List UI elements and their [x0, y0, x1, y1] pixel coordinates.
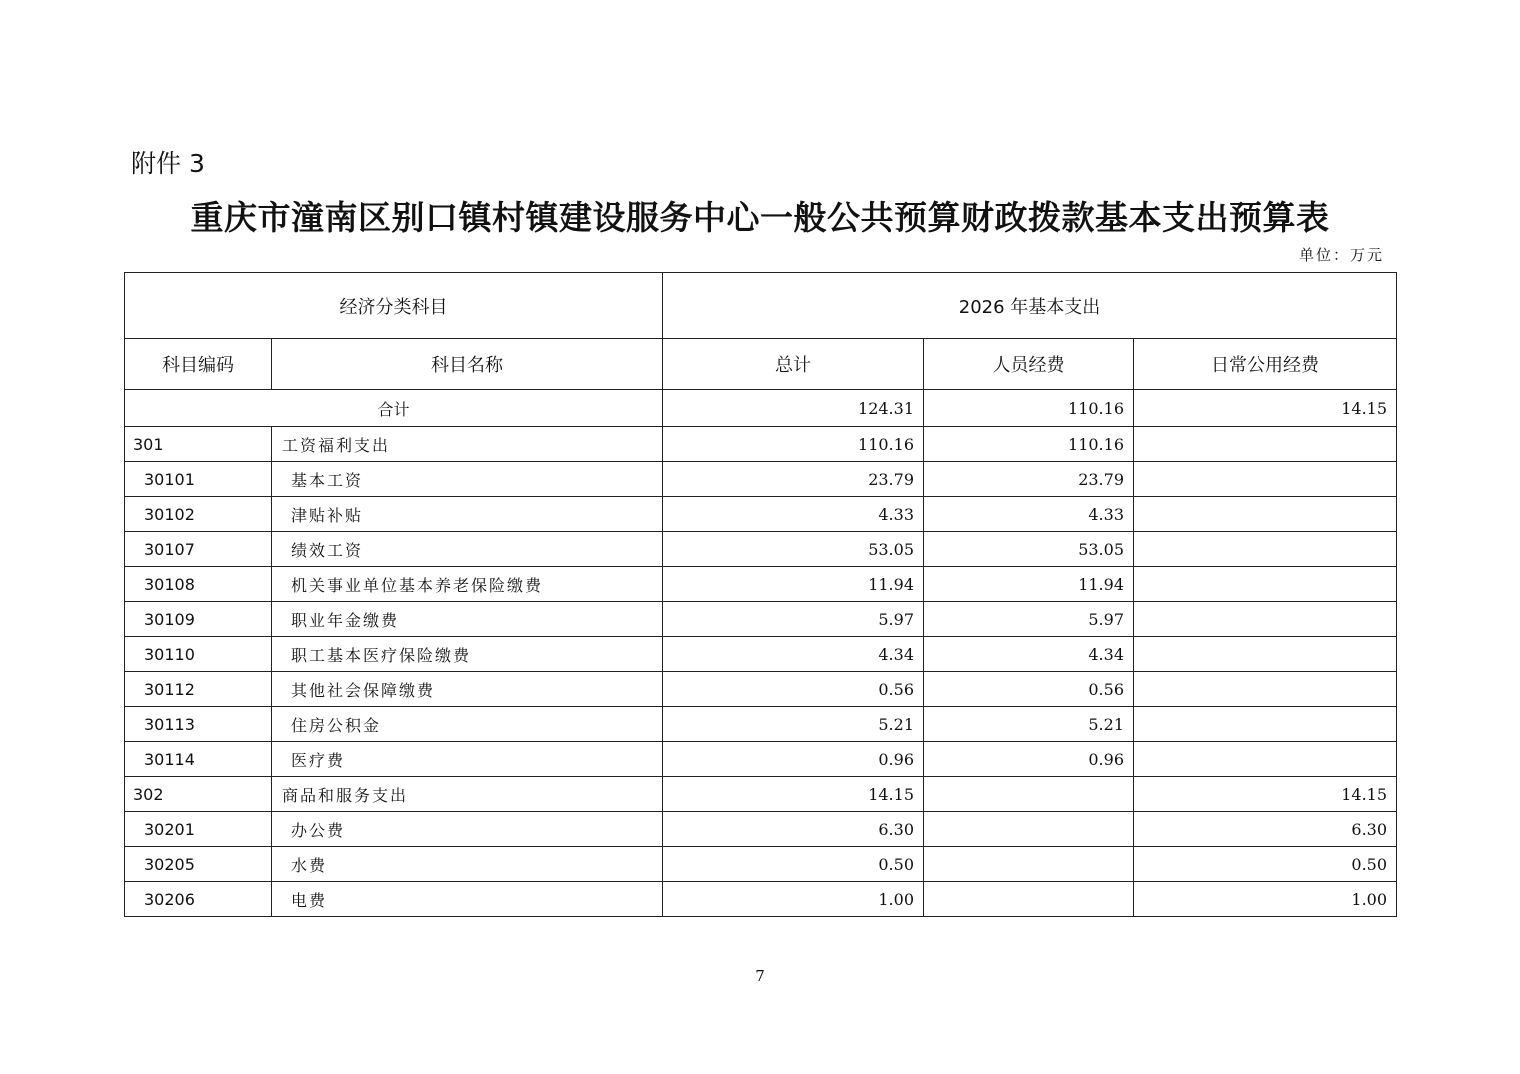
attachment-label: 附件 3 — [131, 149, 205, 178]
total-value: 124.31 — [663, 390, 924, 427]
total-cell: 14.15 — [663, 777, 924, 812]
subject-code-cell: 30205 — [125, 847, 272, 882]
total-cell: 110.16 — [663, 427, 924, 462]
personnel-cost-cell — [924, 777, 1134, 812]
header-subject-name: 科目名称 — [272, 339, 663, 390]
total-cell: 0.96 — [663, 742, 924, 777]
total-label: 合计 — [125, 390, 663, 427]
subject-name-cell: 职业年金缴费 — [272, 602, 663, 637]
header-public-cost: 日常公用经费 — [1134, 339, 1397, 390]
header-personnel-cost: 人员经费 — [924, 339, 1134, 390]
page-title: 重庆市潼南区别口镇村镇建设服务中心一般公共预算财政拨款基本支出预算表 — [190, 198, 1330, 237]
table-header-row — [125, 339, 1397, 390]
table-row — [125, 707, 1397, 742]
personnel-cost-cell: 23.79 — [924, 462, 1134, 497]
public-cost-cell: 0.50 — [1134, 847, 1397, 882]
public-cost-cell — [1134, 462, 1397, 497]
table-row — [125, 777, 1397, 812]
table-row — [125, 847, 1397, 882]
total-cell: 4.34 — [663, 637, 924, 672]
subject-name-cell: 津贴补贴 — [272, 497, 663, 532]
public-cost-cell — [1134, 637, 1397, 672]
public-cost-cell: 14.15 — [1134, 777, 1397, 812]
total-cell: 0.50 — [663, 847, 924, 882]
personnel-cost-cell: 0.96 — [924, 742, 1134, 777]
public-cost-cell — [1134, 602, 1397, 637]
subject-name-cell: 工资福利支出 — [272, 427, 663, 462]
subject-code-cell: 301 — [125, 427, 272, 462]
subject-code-cell: 30112 — [125, 672, 272, 707]
subject-code-cell: 30107 — [125, 532, 272, 567]
total-cell: 1.00 — [663, 882, 924, 917]
public-cost-cell — [1134, 427, 1397, 462]
subject-code-cell: 302 — [125, 777, 272, 812]
public-cost-cell: 1.00 — [1134, 882, 1397, 917]
public-cost-cell — [1134, 707, 1397, 742]
table-row — [125, 812, 1397, 847]
subject-code-cell: 30101 — [125, 462, 272, 497]
total-cell: 6.30 — [663, 812, 924, 847]
personnel-cost-cell: 4.34 — [924, 637, 1134, 672]
personnel-cost-cell: 5.21 — [924, 707, 1134, 742]
subject-name-cell: 机关事业单位基本养老保险缴费 — [272, 567, 663, 602]
subject-name-cell: 基本工资 — [272, 462, 663, 497]
personnel-cost-cell: 5.97 — [924, 602, 1134, 637]
total-cell: 4.33 — [663, 497, 924, 532]
subject-name-cell: 绩效工资 — [272, 532, 663, 567]
subject-name-cell: 商品和服务支出 — [272, 777, 663, 812]
subject-code-cell: 30201 — [125, 812, 272, 847]
header-total: 总计 — [663, 339, 924, 390]
table-row — [125, 637, 1397, 672]
subject-code-cell: 30113 — [125, 707, 272, 742]
header-basic-expenditure: 2026 年基本支出 — [663, 273, 1397, 339]
subject-name-cell: 水费 — [272, 847, 663, 882]
personnel-cost-cell: 0.56 — [924, 672, 1134, 707]
personnel-cost-cell: 11.94 — [924, 567, 1134, 602]
public-cost-cell — [1134, 567, 1397, 602]
table-row — [125, 462, 1397, 497]
subject-name-cell: 医疗费 — [272, 742, 663, 777]
subject-code-cell: 30102 — [125, 497, 272, 532]
public-cost-cell — [1134, 672, 1397, 707]
table-row — [125, 567, 1397, 602]
subject-name-cell: 住房公积金 — [272, 707, 663, 742]
subject-code-cell: 30110 — [125, 637, 272, 672]
table-header-group-row — [125, 273, 1397, 339]
table-row — [125, 602, 1397, 637]
personnel-cost-cell: 53.05 — [924, 532, 1134, 567]
total-personnel-value: 110.16 — [924, 390, 1134, 427]
table-row — [125, 672, 1397, 707]
subject-code-cell: 30114 — [125, 742, 272, 777]
total-cell: 23.79 — [663, 462, 924, 497]
public-cost-cell — [1134, 742, 1397, 777]
public-cost-cell — [1134, 497, 1397, 532]
total-public-value: 14.15 — [1134, 390, 1397, 427]
personnel-cost-cell — [924, 847, 1134, 882]
personnel-cost-cell — [924, 882, 1134, 917]
public-cost-cell — [1134, 532, 1397, 567]
header-economic-classification: 经济分类科目 — [125, 273, 663, 339]
subject-code-cell: 30109 — [125, 602, 272, 637]
page-number: 7 — [755, 967, 765, 985]
subject-code-cell: 30206 — [125, 882, 272, 917]
subject-name-cell: 办公费 — [272, 812, 663, 847]
public-cost-cell: 6.30 — [1134, 812, 1397, 847]
personnel-cost-cell: 110.16 — [924, 427, 1134, 462]
subject-name-cell: 电费 — [272, 882, 663, 917]
header-subject-code: 科目编码 — [125, 339, 272, 390]
table-row — [125, 882, 1397, 917]
total-cell: 5.21 — [663, 707, 924, 742]
table-row — [125, 532, 1397, 567]
total-cell: 0.56 — [663, 672, 924, 707]
total-cell: 53.05 — [663, 532, 924, 567]
budget-table — [124, 272, 1397, 917]
personnel-cost-cell: 4.33 — [924, 497, 1134, 532]
unit-label: 单位：万元 — [1298, 246, 1384, 264]
subject-name-cell: 其他社会保障缴费 — [272, 672, 663, 707]
table-row — [125, 427, 1397, 462]
table-row — [125, 497, 1397, 532]
total-cell: 5.97 — [663, 602, 924, 637]
total-cell: 11.94 — [663, 567, 924, 602]
personnel-cost-cell — [924, 812, 1134, 847]
subject-name-cell: 职工基本医疗保险缴费 — [272, 637, 663, 672]
subject-code-cell: 30108 — [125, 567, 272, 602]
table-row — [125, 742, 1397, 777]
total-row — [125, 390, 1397, 427]
